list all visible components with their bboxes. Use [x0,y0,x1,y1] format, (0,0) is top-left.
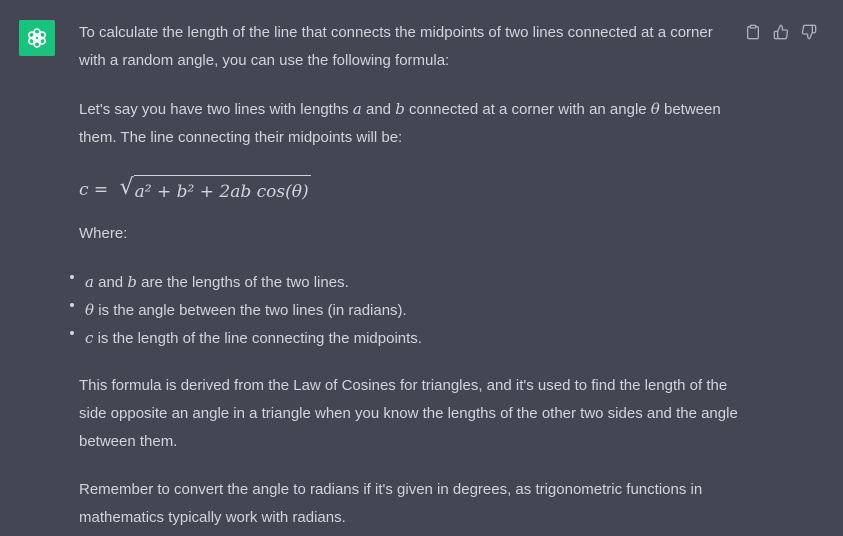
thumbs-up-button[interactable] [771,22,791,42]
var-b: b [395,100,405,118]
formula [79,172,739,208]
var-a: a [352,100,362,118]
bullet-and: and [93,274,128,291]
bullet-text: is the angle between the two lines (in radians). [94,302,407,319]
assistant-avatar [19,20,55,56]
derivation-paragraph: This formula is derived from the Law of Cosines for triangles, and it's used to find the length of the side opposite an angle in a triangle when you know the lengths of the other two sides and the angle between them. [79,377,738,450]
setup-text-2: connected at a corner with an angle [404,101,651,118]
thumbs-up-icon [773,24,789,40]
formula-lhs: c [79,180,89,200]
bullet-var-2: b [127,273,137,291]
list-item [70,296,739,324]
bullet-text: are the lengths of the two lines. [136,274,349,291]
list-item [70,324,739,352]
formula-equals: = [88,180,114,200]
formula-sqrt [120,175,311,206]
openai-logo-icon [25,26,49,50]
setup-text-3: between them. The line connecting their midpoints will be: [79,101,721,146]
copy-button[interactable] [743,22,763,42]
bullet-text: is the length of the line connecting the midpoints. [93,330,422,347]
formula-radicand: a² + b² + 2ab cos(θ) [134,175,311,206]
var-theta: θ [650,100,660,118]
intro-paragraph: To calculate the length of the line that connects the midpoints of two lines connected at a corner with a random angle, you can use the following formula: [79,24,713,69]
setup-and: and [361,101,396,118]
thumbs-down-button[interactable] [799,22,819,42]
message-actions [743,22,819,42]
reminder-paragraph: Remember to convert the angle to radians if it's given in degrees, as trigonometric functions in mathematics typically work with radians. [79,481,703,526]
where-label: Where: [79,225,128,242]
list-item [70,268,739,296]
setup-paragraph [79,95,739,152]
setup-text-1: Let's say you have two lines with lengths [79,101,353,118]
sqrt-sign: √ [119,174,134,200]
bullet-var: θ [85,301,95,319]
clipboard-icon [745,24,761,40]
assistant-message [79,19,739,532]
definitions-list [70,268,739,352]
bullet-var: c [85,329,94,347]
thumbs-down-icon [801,24,817,40]
bullet-var: a [85,273,94,291]
